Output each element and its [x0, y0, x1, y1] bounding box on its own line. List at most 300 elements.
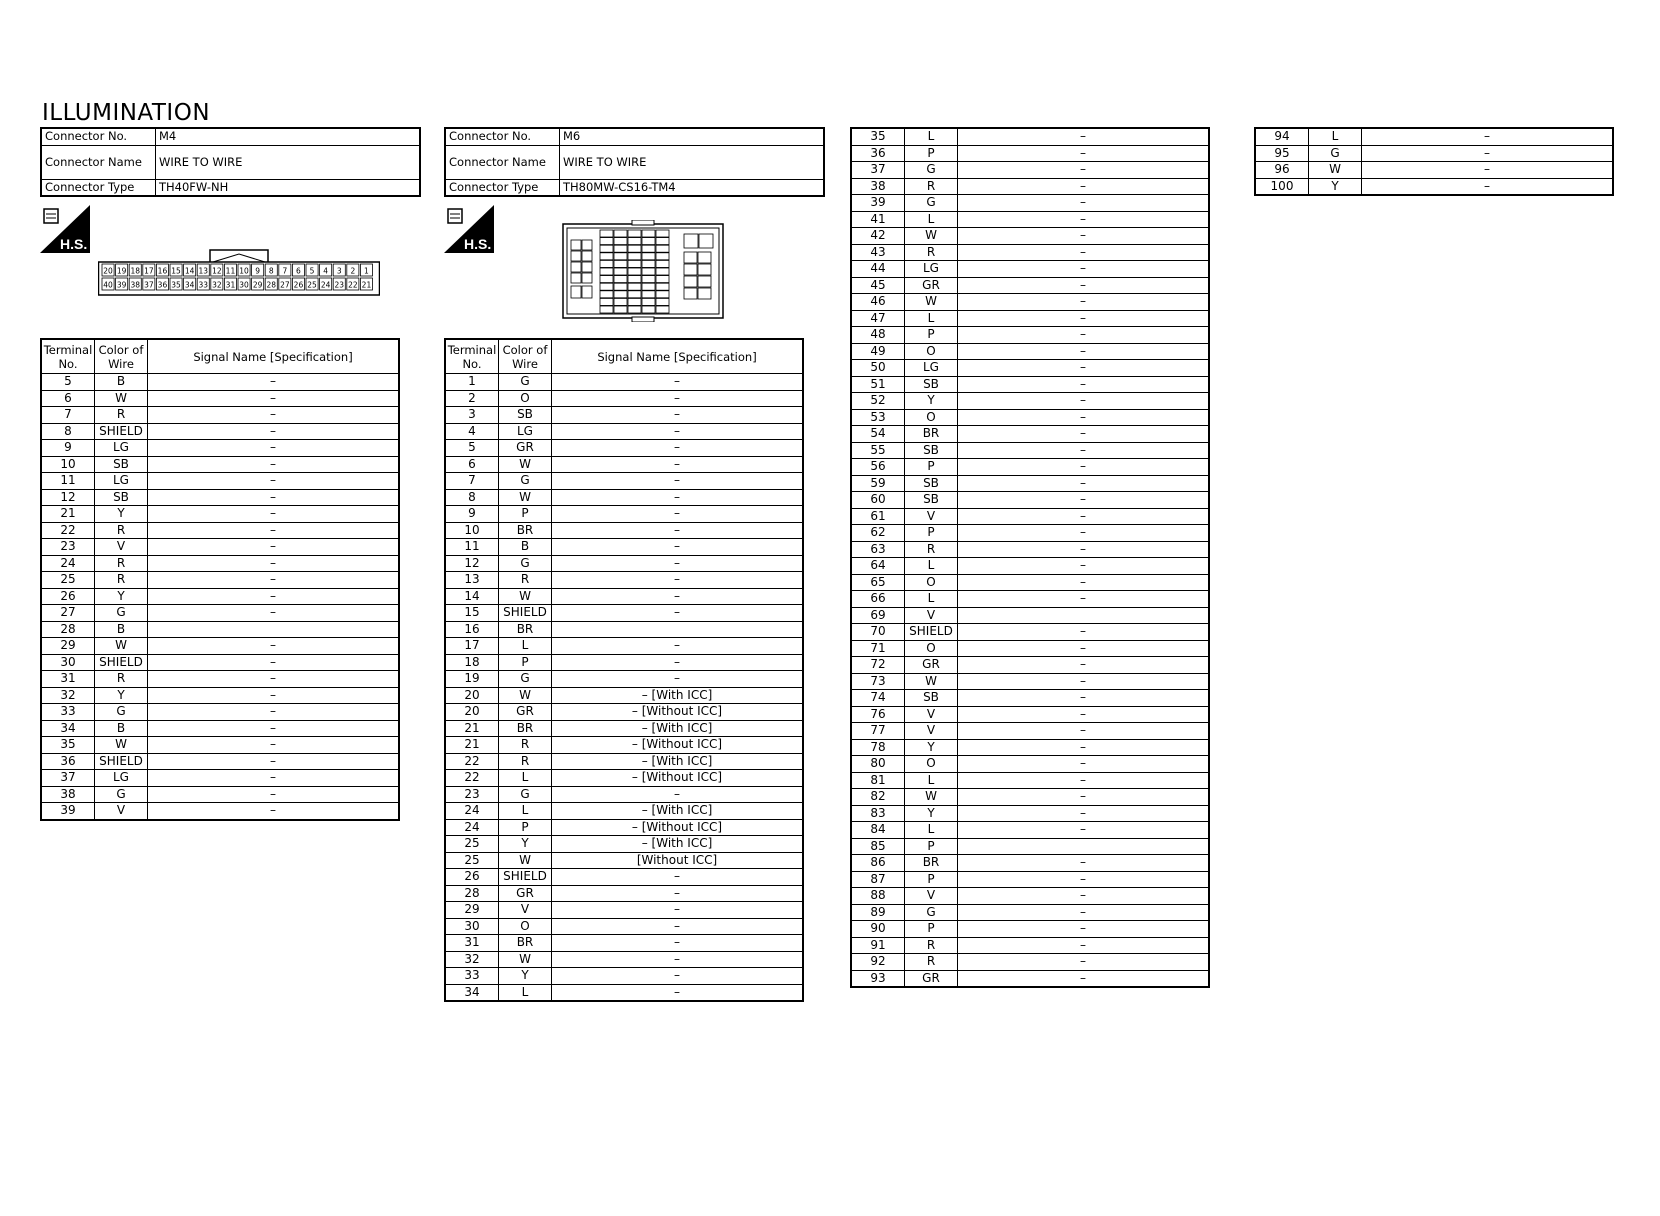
- wire-color: LG: [95, 473, 148, 490]
- hs-label: H.S.: [60, 236, 88, 252]
- table-row: [445, 885, 803, 902]
- signal-name: –: [148, 704, 400, 721]
- terminal-no: 22: [445, 770, 499, 787]
- connector-pin-number: 19: [116, 266, 127, 276]
- connector-pin-number: 23: [334, 280, 345, 290]
- table-row: [445, 522, 803, 539]
- signal-name: –: [958, 822, 1210, 839]
- table-row: [445, 539, 803, 556]
- connector-pin-number: 20: [103, 266, 113, 276]
- signal-name: –: [552, 473, 804, 490]
- terminal-no: 48: [851, 327, 905, 344]
- terminal-no: 8: [41, 423, 95, 440]
- wire-color: L: [905, 822, 958, 839]
- signal-name: –: [552, 918, 804, 935]
- terminal-no: 65: [851, 574, 905, 591]
- terminal-no: 54: [851, 426, 905, 443]
- connector-pin-number: 15: [171, 266, 181, 276]
- table-row: [41, 786, 399, 803]
- terminal-no: 87: [851, 871, 905, 888]
- connector-cavity: [656, 245, 669, 252]
- signal-name: –: [552, 869, 804, 886]
- connector-cavity: [642, 291, 655, 298]
- connector-pin-number: 13: [198, 266, 209, 276]
- wire-color: SB: [95, 456, 148, 473]
- connector-pin-number: 11: [225, 266, 236, 276]
- connector-type-label: Connector Type: [41, 179, 156, 196]
- signal-name: –: [958, 508, 1210, 525]
- terminal-no: 78: [851, 739, 905, 756]
- signal-name: –: [148, 374, 400, 391]
- terminal-no: 95: [1255, 145, 1309, 162]
- table-row: [851, 525, 1209, 542]
- connector-pin-number: 31: [225, 280, 236, 290]
- signal-name: –: [552, 539, 804, 556]
- table-row: [41, 555, 399, 572]
- terminal-no: 25: [445, 836, 499, 853]
- wire-color: L: [905, 128, 958, 145]
- table-row: [851, 459, 1209, 476]
- terminal-no: 37: [41, 770, 95, 787]
- connector-name-value: WIRE TO WIRE: [156, 145, 421, 179]
- signal-name: –: [552, 572, 804, 589]
- terminal-no: 24: [445, 803, 499, 820]
- table-row: [1255, 128, 1613, 145]
- table-header-row: [41, 339, 399, 374]
- connector1-info: [40, 127, 421, 197]
- terminal-no: 100: [1255, 178, 1309, 195]
- terminal-no: 24: [445, 819, 499, 836]
- terminal-no: 31: [445, 935, 499, 952]
- connector-cavity: [642, 253, 655, 260]
- wire-color: V: [905, 607, 958, 624]
- terminal-no: 33: [41, 704, 95, 721]
- table-row: [445, 720, 803, 737]
- wire-color: G: [499, 473, 552, 490]
- wire-color: V: [905, 508, 958, 525]
- connector-pin-number: 17: [144, 266, 154, 276]
- table-row: [445, 753, 803, 770]
- connector-cavity: [642, 260, 655, 267]
- table-row: [445, 456, 803, 473]
- connector-cavity: [582, 240, 592, 250]
- wire-color: L: [905, 558, 958, 575]
- table-row: [445, 390, 803, 407]
- wire-color: R: [95, 572, 148, 589]
- table-header-row: [445, 339, 803, 374]
- signal-name: –: [958, 376, 1210, 393]
- signal-name: –: [958, 162, 1210, 179]
- table-row: [851, 673, 1209, 690]
- signal-name: –: [958, 459, 1210, 476]
- signal-name: –: [958, 904, 1210, 921]
- connector-cavity: [656, 268, 669, 275]
- table-row: [445, 836, 803, 853]
- table-row: [445, 852, 803, 869]
- connector-cavity: [656, 276, 669, 283]
- terminal-no: 5: [41, 374, 95, 391]
- table-row: [41, 605, 399, 622]
- signal-name: –: [958, 954, 1210, 971]
- wire-color: P: [499, 819, 552, 836]
- signal-name: –: [148, 473, 400, 490]
- signal-name: –: [958, 690, 1210, 707]
- terminal-no: 85: [851, 838, 905, 855]
- signal-name: –: [958, 706, 1210, 723]
- terminal-no-header: Terminal No.: [41, 339, 95, 374]
- signal-name: –: [958, 574, 1210, 591]
- wire-color: SHIELD: [95, 654, 148, 671]
- terminal-no: 93: [851, 970, 905, 987]
- wire-color: BR: [499, 720, 552, 737]
- table-row: [851, 739, 1209, 756]
- wire-color: R: [499, 572, 552, 589]
- connector-cavity: [642, 268, 655, 275]
- connector-pin-number: 29: [252, 280, 263, 290]
- wire-color: R: [95, 671, 148, 688]
- signal-name-header: Signal Name [Specification]: [148, 339, 400, 374]
- wire-color: W: [905, 673, 958, 690]
- terminal-no: 13: [445, 572, 499, 589]
- table-row: [41, 704, 399, 721]
- signal-name: –: [148, 506, 400, 523]
- terminal-no: 88: [851, 888, 905, 905]
- connector2-pin-table: [444, 338, 804, 1002]
- wire-color-header: Color of Wire: [499, 339, 552, 374]
- wire-color: V: [95, 803, 148, 820]
- signal-name: –: [552, 951, 804, 968]
- connector-cavity: [642, 298, 655, 305]
- signal-name: –: [552, 407, 804, 424]
- wire-color: R: [905, 178, 958, 195]
- signal-name: –: [552, 968, 804, 985]
- wire-color: V: [905, 723, 958, 740]
- connector-cavity: [699, 234, 713, 248]
- table-row: [445, 555, 803, 572]
- terminal-no: 51: [851, 376, 905, 393]
- terminal-no: 38: [41, 786, 95, 803]
- connector-cavity: [628, 238, 641, 245]
- table-row: [445, 902, 803, 919]
- terminal-no: 83: [851, 805, 905, 822]
- wire-color: P: [499, 506, 552, 523]
- terminal-no: 29: [445, 902, 499, 919]
- signal-name: –: [552, 522, 804, 539]
- terminal-no: 24: [41, 555, 95, 572]
- wire-color: BR: [905, 426, 958, 443]
- wire-color: L: [499, 770, 552, 787]
- wire-color: G: [95, 605, 148, 622]
- table-row: [851, 772, 1209, 789]
- table-row: [851, 145, 1209, 162]
- terminal-no: 28: [41, 621, 95, 638]
- terminal-no: 26: [445, 869, 499, 886]
- terminal-no: 72: [851, 657, 905, 674]
- terminal-no: 53: [851, 409, 905, 426]
- signal-name: [552, 621, 804, 638]
- wire-color: W: [499, 489, 552, 506]
- signal-name: –: [958, 442, 1210, 459]
- table-row: [851, 393, 1209, 410]
- connector-cavity: [614, 245, 627, 252]
- connector-cavity: [571, 273, 581, 283]
- connector-pin-number: 38: [130, 280, 141, 290]
- terminal-no: 35: [41, 737, 95, 754]
- table-row: [851, 475, 1209, 492]
- wire-color: Y: [95, 588, 148, 605]
- terminal-no: 44: [851, 261, 905, 278]
- connector-cavity: [628, 276, 641, 283]
- table-row: [41, 522, 399, 539]
- wire-color: BR: [499, 935, 552, 952]
- signal-name: –: [1362, 162, 1614, 179]
- terminal-no: 7: [41, 407, 95, 424]
- signal-name: –: [958, 855, 1210, 872]
- signal-name: –: [958, 426, 1210, 443]
- connector-pin-number: 18: [130, 266, 141, 276]
- signal-name: – [With ICC]: [552, 836, 804, 853]
- terminal-no: 32: [445, 951, 499, 968]
- signal-name: –: [148, 638, 400, 655]
- connector-pin-number: 26: [293, 280, 304, 290]
- signal-name: –: [552, 374, 804, 391]
- connector-type-value: TH40FW-NH: [156, 179, 421, 196]
- wire-color: G: [95, 786, 148, 803]
- terminal-no: 28: [445, 885, 499, 902]
- wire-color: G: [499, 671, 552, 688]
- table-row: [851, 822, 1209, 839]
- connector-type-label: Connector Type: [445, 179, 560, 196]
- wire-color: P: [905, 871, 958, 888]
- connector2-face-diagram: [562, 220, 724, 322]
- signal-name: –: [148, 605, 400, 622]
- wire-color: GR: [499, 704, 552, 721]
- terminal-no: 96: [1255, 162, 1309, 179]
- table-row: [1255, 162, 1613, 179]
- terminal-no: 49: [851, 343, 905, 360]
- signal-name: –: [958, 921, 1210, 938]
- table-row: [445, 951, 803, 968]
- connector-cavity: [614, 238, 627, 245]
- terminal-no: 12: [445, 555, 499, 572]
- table-row: [851, 855, 1209, 872]
- table-row: [445, 803, 803, 820]
- wire-color: BR: [499, 522, 552, 539]
- connector-pin-number: 37: [144, 280, 154, 290]
- terminal-no: 69: [851, 607, 905, 624]
- signal-name: –: [958, 128, 1210, 145]
- terminal-no: 42: [851, 228, 905, 245]
- connector-pin-number: 8: [268, 266, 274, 276]
- signal-name: –: [552, 588, 804, 605]
- table-row: [445, 440, 803, 457]
- signal-name: –: [148, 753, 400, 770]
- connector-cavity: [628, 245, 641, 252]
- wire-color: Y: [95, 687, 148, 704]
- wire-color: SB: [499, 407, 552, 424]
- connector-cavity: [582, 262, 592, 272]
- wire-color: O: [905, 574, 958, 591]
- signal-name: –: [958, 178, 1210, 195]
- table-row: [445, 473, 803, 490]
- connector-cavity: [656, 298, 669, 305]
- signal-name: [Without ICC]: [552, 852, 804, 869]
- wire-color: V: [905, 706, 958, 723]
- terminal-no: 27: [41, 605, 95, 622]
- table-row: [41, 803, 399, 820]
- terminal-no: 35: [851, 128, 905, 145]
- wire-color: LG: [905, 360, 958, 377]
- table-row: [851, 921, 1209, 938]
- connector-cavity: [698, 276, 711, 287]
- wire-color: L: [905, 211, 958, 228]
- connector-cavity: [684, 276, 697, 287]
- signal-name: –: [148, 539, 400, 556]
- table-row: [851, 970, 1209, 987]
- terminal-no: 6: [41, 390, 95, 407]
- terminal-no: 92: [851, 954, 905, 971]
- table-row: [41, 737, 399, 754]
- connector-no-label: Connector No.: [41, 128, 156, 145]
- connector-cavity: [628, 268, 641, 275]
- table-row: [851, 442, 1209, 459]
- connector-pin-number: 16: [157, 266, 168, 276]
- wire-color: G: [499, 786, 552, 803]
- connector-cavity: [628, 306, 641, 313]
- connector-cavity: [656, 291, 669, 298]
- wire-color: G: [905, 162, 958, 179]
- signal-name: –: [958, 195, 1210, 212]
- connector-pin-number: 6: [296, 266, 301, 276]
- connector-cavity: [614, 230, 627, 237]
- wire-color: W: [1309, 162, 1362, 179]
- table-row: [851, 310, 1209, 327]
- table-row: [851, 756, 1209, 773]
- wire-color: W: [499, 852, 552, 869]
- connector-pin-number: 22: [348, 280, 358, 290]
- wire-color: R: [905, 954, 958, 971]
- connector-cavity: [600, 291, 613, 298]
- signal-name: [958, 607, 1210, 624]
- harness-side-icon: [444, 205, 494, 253]
- connector-cavity: [600, 283, 613, 290]
- table-row: [41, 456, 399, 473]
- signal-name: –: [552, 506, 804, 523]
- table-row: [41, 489, 399, 506]
- wire-color: B: [95, 720, 148, 737]
- table-row: [851, 360, 1209, 377]
- wire-color: P: [905, 459, 958, 476]
- table-row: [445, 572, 803, 589]
- wire-color: G: [1309, 145, 1362, 162]
- table-row: [851, 508, 1209, 525]
- table-row: [1255, 178, 1613, 195]
- connector-cavity: [656, 306, 669, 313]
- signal-name: –: [958, 756, 1210, 773]
- terminal-no: 59: [851, 475, 905, 492]
- signal-name: –: [148, 555, 400, 572]
- connector-cavity: [614, 276, 627, 283]
- wire-color: Y: [95, 506, 148, 523]
- signal-name: –: [552, 786, 804, 803]
- terminal-no: 29: [41, 638, 95, 655]
- connector-cavity: [600, 276, 613, 283]
- terminal-no: 8: [445, 489, 499, 506]
- table-row: [851, 789, 1209, 806]
- connector-cavity: [656, 253, 669, 260]
- terminal-no: 34: [445, 984, 499, 1001]
- table-row: [851, 624, 1209, 641]
- signal-name: – [Without ICC]: [552, 737, 804, 754]
- signal-name: –: [148, 770, 400, 787]
- table-row: [41, 638, 399, 655]
- signal-name: –: [958, 310, 1210, 327]
- table-row: [41, 506, 399, 523]
- wire-color: GR: [905, 277, 958, 294]
- wire-color: L: [499, 638, 552, 655]
- table-row: [41, 390, 399, 407]
- signal-name: –: [958, 871, 1210, 888]
- wire-color: L: [905, 310, 958, 327]
- signal-name: –: [148, 522, 400, 539]
- signal-name: –: [552, 390, 804, 407]
- table-row: [851, 261, 1209, 278]
- wire-color: SB: [95, 489, 148, 506]
- table-row: [1255, 145, 1613, 162]
- signal-name: –: [958, 211, 1210, 228]
- table-row: [41, 671, 399, 688]
- wire-color: O: [905, 343, 958, 360]
- table-row: [445, 687, 803, 704]
- table-row: [851, 640, 1209, 657]
- hs-label: H.S.: [464, 236, 492, 252]
- terminal-no: 26: [41, 588, 95, 605]
- signal-name: –: [552, 885, 804, 902]
- wire-color: O: [905, 756, 958, 773]
- signal-name: –: [958, 145, 1210, 162]
- table-row: [851, 162, 1209, 179]
- connector-name-label: Connector Name: [41, 145, 156, 179]
- signal-name: –: [148, 456, 400, 473]
- connector-cavity: [582, 273, 592, 283]
- wire-color: GR: [499, 440, 552, 457]
- wire-color: BR: [499, 621, 552, 638]
- table-row: [41, 423, 399, 440]
- wire-color-header: Color of Wire: [95, 339, 148, 374]
- connector-pin-number: 39: [116, 280, 127, 290]
- connector-pin-number: 10: [239, 266, 249, 276]
- terminal-no: 4: [445, 423, 499, 440]
- wire-color: W: [95, 390, 148, 407]
- terminal-no: 21: [445, 737, 499, 754]
- connector-no-value: M4: [156, 128, 421, 145]
- table-row: [445, 506, 803, 523]
- wire-color: SB: [905, 475, 958, 492]
- wire-color: W: [499, 951, 552, 968]
- wire-color: V: [499, 902, 552, 919]
- signal-name: –: [552, 456, 804, 473]
- table-row: [851, 426, 1209, 443]
- wire-color: W: [905, 294, 958, 311]
- table-row: [445, 605, 803, 622]
- table-row: [445, 968, 803, 985]
- wire-color: SHIELD: [95, 753, 148, 770]
- signal-name: –: [148, 572, 400, 589]
- connector-cavity: [571, 240, 581, 250]
- signal-name: –: [958, 657, 1210, 674]
- wire-color: W: [95, 638, 148, 655]
- terminal-no: 18: [445, 654, 499, 671]
